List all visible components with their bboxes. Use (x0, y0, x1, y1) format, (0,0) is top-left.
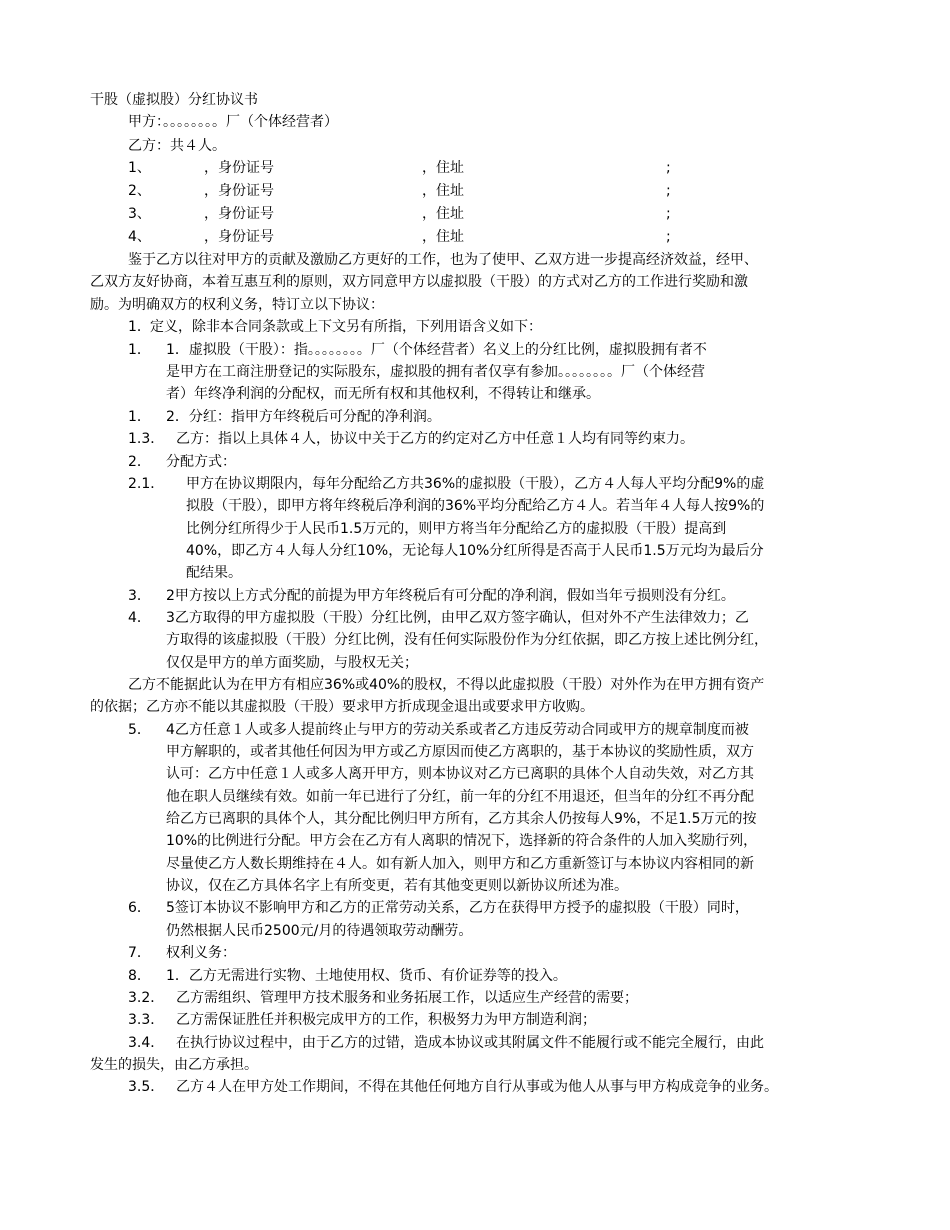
member-addr-label: ，住址 (422, 183, 464, 199)
clause-text: 甲方解职的，或者其他任何因为甲方或乙方原因而使乙方离职的，基于本协议的奖励性质，双方 (166, 744, 754, 760)
clause-text: 40%，即乙方４人每人分红10%，无论每人10%分红所得是否高于人民币1.5万元均为最后分 (186, 543, 764, 559)
clause-text: 2甲方按以上方式分配的前提为甲方年终税后有可分配的净利润，假如当年亏损则没有分红。 (166, 588, 735, 604)
clause-text: 是甲方在工商注册登记的实际股东，虚拟股的拥有者仅享有参加。。。。。。。。厂（个体经营 (166, 364, 705, 380)
clause-text: 乙方：指以上具体４人，协议中关于乙方的约定对乙方中任意１人均有同等约束力。 (176, 431, 694, 447)
clause-text: 发生的损失，由乙方承担。 (90, 1057, 258, 1073)
clause-text: 协议，仅在乙方具体名字上有所变更，若有其他变更则以新协议所述为准。 (166, 878, 628, 894)
clause-text: 方取得的该虚拟股（干股）分红比例，没有任何实际股份作为分红依据，即乙方按上述比例分红， (166, 632, 768, 648)
preamble-line: 励。为明确双方的权利义务，特订立以下协议： (90, 297, 384, 313)
clause-number: 6． (128, 900, 151, 916)
member-addr-label: ，住址 (422, 160, 464, 176)
preamble-line: 鉴于乙方以往对甲方的贡献及激励乙方更好的工作，也为了使甲、乙双方进一步提高经济效益，经甲、 (128, 252, 758, 268)
clause-number: 3.4． (128, 1035, 165, 1051)
member-end: ; (666, 160, 671, 176)
clause-text: 比例分红所得少于人民币1.5万元的，则甲方将当年分配给乙方的虚拟股（干股）提高到 (186, 521, 727, 537)
member-no: 3、 (128, 206, 151, 222)
clause-text: 拟股（干股），即甲方将年终税后净利润的36%平均分配给乙方４人。若当年４人每人按9%的 (186, 498, 765, 514)
clause-text: 4乙方任意１人或多人提前终止与甲方的劳动关系或者乙方违反劳动合同或甲方的规章制度而被 (166, 722, 749, 738)
clause-text: 他在职人员继续有效。如前一年已进行了分红，前一年的分红不用退还，但当年的分红不再分配 (166, 789, 754, 805)
clause-number: 4． (128, 610, 151, 626)
clause-text: 仍然根据人民币2500元/月的待遇领取劳动酬劳。 (166, 923, 473, 939)
clause-text: 2．分红：指甲方年终税后可分配的净利润。 (166, 409, 441, 425)
member-addr-label: ，住址 (422, 229, 464, 245)
clause-number: 3.2． (128, 990, 165, 1006)
clause-text: 定义，除非本合同条款或上下文另有所指，下列用语含义如下： (150, 319, 542, 335)
member-id-label: ，身份证号 (204, 206, 274, 222)
preamble-line: 乙双方友好协商，本着互惠互利的原则，双方同意甲方以虚拟股（干股）的方式对乙方的工作进行奖励和激 (90, 274, 748, 290)
clause-number: 3． (128, 588, 151, 604)
clause-text: 仅仅是甲方的单方面奖励，与股权无关； (166, 655, 418, 671)
clause-text: 在执行协议过程中，由于乙方的过错，造成本协议或其附属文件不能履行或不能完全履行，由此 (176, 1035, 764, 1051)
clause-text: 3乙方取得的甲方虚拟股（干股）分红比例，由甲乙双方签字确认，但对外不产生法律效力；乙 (166, 610, 749, 626)
clause-number: 2.1． (128, 476, 165, 492)
clause-text: 乙方需组织、管理甲方技术服务和业务拓展工作，以适应生产经营的需要； (176, 990, 638, 1006)
clause-text: 尽量使乙方人数长期维持在４人。如有新人加入，则甲方和乙方重新签订与本协议内容相同的新 (166, 856, 754, 872)
doc-title: 干股（虚拟股）分红协议书 (90, 92, 258, 108)
clause-text: 分配方式： (166, 454, 236, 470)
paragraph-line: 乙方不能据此认为在甲方有相应36%或40%的股权，不得以此虚拟股（干股）对外作为在甲方拥有资产 (128, 677, 765, 693)
clause-text: 1．乙方无需进行实物、土地使用权、货币、有价证券等的投入。 (166, 968, 567, 984)
member-id-label: ，身份证号 (204, 183, 274, 199)
paragraph-line: 的依据；乙方亦不能以其虚拟股（干股）要求甲方折成现金退出或要求甲方收购。 (90, 699, 594, 715)
member-end: ; (666, 206, 671, 222)
clause-text: 者）年终净利润的分配权，而无所有权和其他权利，不得转让和继承。 (166, 386, 600, 402)
clause-number: 3.5． (128, 1079, 165, 1095)
clause-text: 权利义务： (166, 945, 236, 961)
clause-text: 乙方４人在甲方处工作期间，不得在其他任何地方自行从事或为他人从事与甲方构成竞争的业务。 (176, 1079, 778, 1095)
clause-number: 3.3． (128, 1012, 165, 1028)
clause-text: 10%的比例进行分配。甲方会在乙方有人离职的情况下，选择新的符合条件的人加入奖励行列， (166, 833, 758, 849)
party-a: 甲方：。。。。。。。。厂（个体经营者） (128, 114, 338, 130)
clause-number: 1.3． (128, 431, 165, 447)
clause-text: 1．虚拟股（干股）：指。。。。。。。。厂（个体经营者）名义上的分红比例，虚拟股拥有者不 (166, 342, 707, 358)
clause-text: 1． (128, 319, 151, 335)
clause-number: 7． (128, 945, 151, 961)
clause-number: 8． (128, 968, 151, 984)
member-no: 4、 (128, 229, 151, 245)
clause-text: 配结果。 (186, 565, 242, 581)
clause-text: 5签订本协议不影响甲方和乙方的正常劳动关系，乙方在获得甲方授予的虚拟股（干股）同时， (166, 900, 749, 916)
member-addr-label: ，住址 (422, 206, 464, 222)
member-no: 1、 (128, 160, 151, 176)
member-end: ; (666, 183, 671, 199)
clause-number: 2． (128, 454, 151, 470)
party-b: 乙方：共４人。 (128, 138, 226, 154)
clause-text: 甲方在协议期限内，每年分配给乙方共36%的虚拟股（干股），乙方４人每人平均分配9%的虚 (186, 476, 765, 492)
member-id-label: ，身份证号 (204, 160, 274, 176)
member-no: 2、 (128, 183, 151, 199)
clause-text: 乙方需保证胜任并积极完成甲方的工作，积极努力为甲方制造利润； (176, 1012, 596, 1028)
clause-number: 1． (128, 342, 151, 358)
clause-text: 认可：乙方中任意１人或多人离开甲方，则本协议对乙方已离职的具体个人自动失效，对乙方其 (166, 766, 754, 782)
clause-text: 给乙方已离职的具体个人，其分配比例归甲方所有，乙方其余人仍按每人9%，不足1.5万元的按 (166, 811, 757, 827)
member-end: ; (666, 229, 671, 245)
member-id-label: ，身份证号 (204, 229, 274, 245)
clause-number: 1． (128, 409, 151, 425)
clause-number: 5． (128, 722, 151, 738)
